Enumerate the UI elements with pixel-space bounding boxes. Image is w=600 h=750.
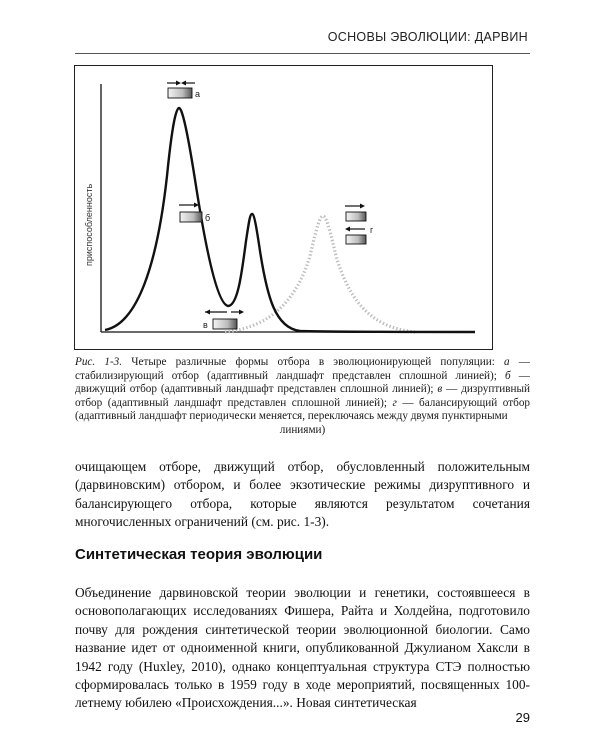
phenotype-box-v xyxy=(213,319,237,329)
caption-text-v: — дизруптивный отбор (адаптивный ландшафт представлен сплошной линией); xyxy=(75,383,530,409)
caption-text: Четыре различные формы отбора в эволюционирующей популяции: xyxy=(122,356,505,368)
phenotype-box-g1 xyxy=(346,212,366,221)
caption-text-a: — стабилизирующий отбор (адаптивный ландшафт представлен сплошной линией); xyxy=(75,356,530,382)
marker-b xyxy=(179,203,210,224)
figure-1-3 xyxy=(74,65,493,350)
page-number: 29 xyxy=(515,710,530,725)
solid-landscape-curve xyxy=(105,108,475,332)
body-paragraph-1: очищающем отборе, движущий отбор, обусловленный положительным (дарвиновским) отбором, и более экзотические режимы дизруптивного и балансирующего отбора, которые являются результатом сочетания многочисленных ограничений (см. рис. 1-3). xyxy=(75,459,530,530)
marker-label-b: б xyxy=(205,213,211,223)
caption-letter-a: а xyxy=(504,356,510,368)
marker-g xyxy=(345,204,374,245)
figure-caption xyxy=(75,356,530,438)
caption-text-b: — движущий отбор (адаптивный ландшафт представлен сплошной линией); xyxy=(75,369,530,396)
marker-label-a: а xyxy=(195,89,201,99)
phenotype-box-a xyxy=(168,88,192,98)
caption-label: Рис. 1-3. xyxy=(75,356,123,368)
y-axis-label: приспособленность xyxy=(84,183,94,266)
marker-label-v: в xyxy=(203,320,208,330)
caption-text-g: — балансирующий отбор (адаптивный ландшафт периодически меняется, переключаясь между двумя пунктирными xyxy=(75,396,531,423)
caption-letter-b: б xyxy=(505,369,511,382)
section-heading: Синтетическая теория эволюции xyxy=(75,546,323,563)
marker-label-g: г xyxy=(370,225,374,235)
caption-letter-g: г xyxy=(392,396,397,409)
caption-last-line: линиями) xyxy=(279,423,326,436)
fitness-landscape-diagram xyxy=(75,66,494,351)
header-rule xyxy=(75,53,530,54)
marker-v xyxy=(203,310,244,331)
body-paragraph-2: Объединение дарвиновской теории эволюции и генетики, состоявшееся в основополагающих исследованиях Фишера, Райта и Холдейна, подготовило почву для рождения синтетической теории эволюционной биологии. Само название идет от одноименной книги, опубликованной Джулианом Хаксли в 1942 году (Huxley, 2010), однако концептуальная структура СТЭ полностью сформировалась только в 1959 году в ходе мероприятий, посвященных 100-летнему юбилею «Происхождения...». Новая синтетическая xyxy=(75,585,530,711)
marker-a xyxy=(167,81,200,100)
phenotype-box-b xyxy=(180,212,202,222)
running-head: ОСНОВЫ ЭВОЛЮЦИИ: ДАРВИН xyxy=(327,30,528,44)
phenotype-box-g2 xyxy=(346,235,366,244)
caption-letter-v: в xyxy=(437,383,443,396)
dotted-landscape-curve xyxy=(225,216,415,332)
